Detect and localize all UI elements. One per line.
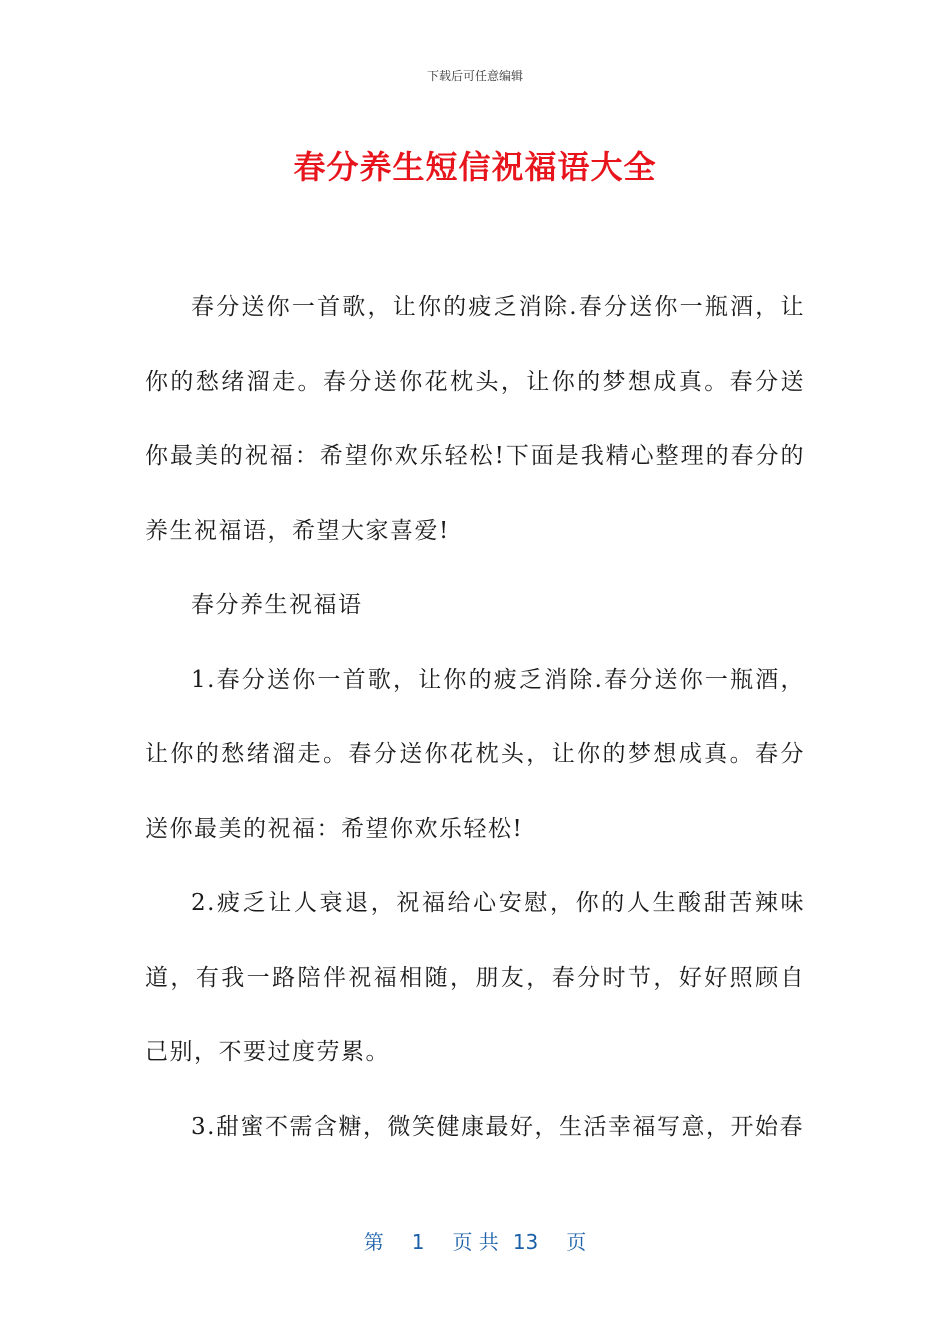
intro-paragraph: 春分送你一首歌，让你的疲乏消除.春分送你一瓶酒，让你的愁绪溜走。春分送你花枕头，让你的梦想成真。春分送你最美的祝福：希望你欢乐轻松!下面是我精心整理的春分的养生祝福语，希望大家喜爱! <box>145 294 805 544</box>
list-item: 3.甜蜜不需含糖，微笑健康最好，生活幸福写意，开始春 <box>191 1113 804 1140</box>
list-item: 1.春分送你一首歌，让你的疲乏消除.春分送你一瓶酒，让你的愁绪溜走。春分送你花枕头，让你的梦想成真。春分送你最美的祝福：希望你欢乐轻松! <box>145 666 805 842</box>
footer-prefix: 第 <box>363 1230 384 1254</box>
footer-suffix: 页 <box>566 1230 587 1254</box>
footer-middle: 页 共 <box>452 1230 499 1254</box>
document-title: 春分养生短信祝福语大全 <box>293 148 657 186</box>
header-note: 下载后可任意编辑 <box>426 69 523 83</box>
document-body <box>145 270 805 1164</box>
total-pages-number: 13 <box>512 1230 539 1254</box>
page-footer <box>0 1226 950 1255</box>
list-item: 2.疲乏让人衰退，祝福给心安慰，你的人生酸甜苦辣味道，有我一路陪伴祝福相随，朋友，春分时节，好好照顾自己别，不要过度劳累。 <box>145 890 805 1065</box>
section-heading: 春分养生祝福语 <box>191 592 363 618</box>
current-page-number: 1 <box>411 1230 425 1254</box>
